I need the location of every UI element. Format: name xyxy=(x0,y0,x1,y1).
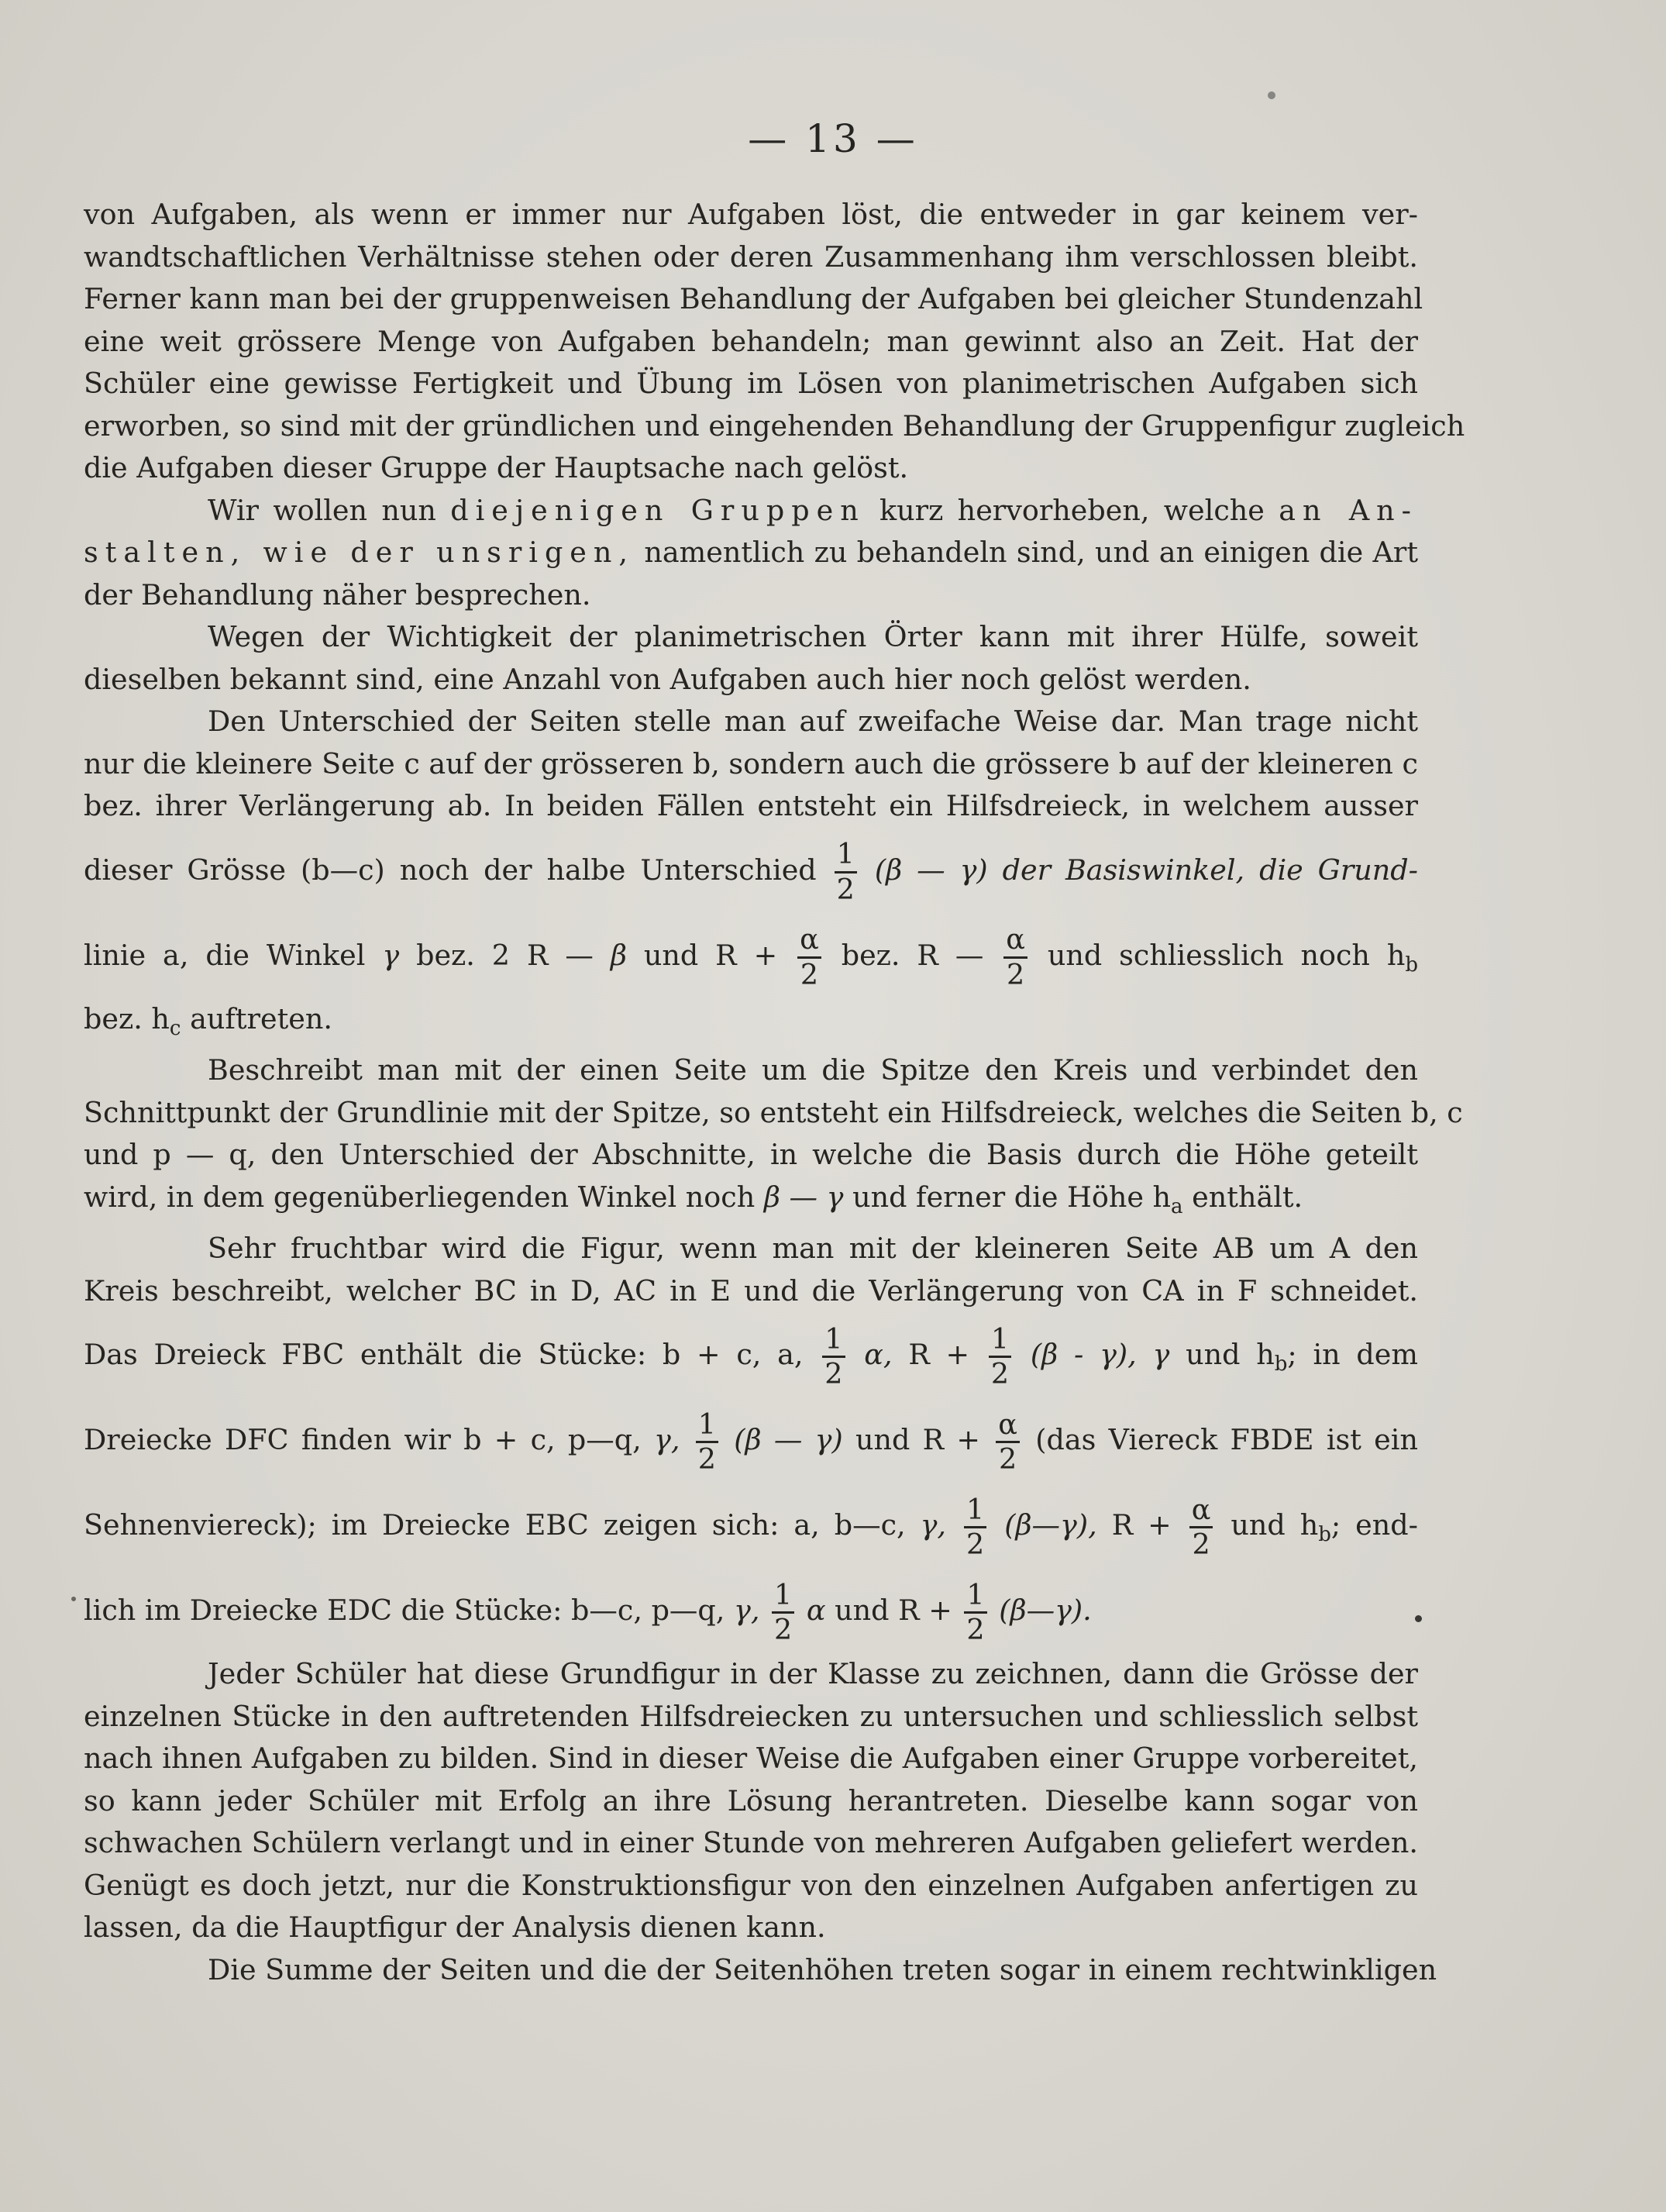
text-line: und p — q, den Unterschied der Abschnitte, in welche die Basis durch die Höhe geteilt xyxy=(84,1138,1418,1171)
fraction: $\frac{1}{2}$ xyxy=(989,1325,1011,1390)
fraction: $\frac{\alpha}{2}$ xyxy=(1189,1495,1213,1560)
text-line: lassen, da die Hauptfigur der Analysis dienen kann. xyxy=(84,1911,826,1944)
ink-speck xyxy=(71,1597,76,1601)
text-line: Kreis beschreibt, welcher BC in D, AC in E und die Verlängerung von CA in F schneidet. xyxy=(84,1273,1418,1308)
text-line: eine weit grössere Menge von Aufgaben behandeln; man gewinnt also an Zeit. Hat der xyxy=(84,324,1418,358)
text-line: Wegen der Wichtigkeit der planimetrischen Örter kann mit ihrer Hülfe, soweit xyxy=(208,620,1418,653)
fraction: $\frac{\alpha}{2}$ xyxy=(1003,925,1027,990)
text-run: und schliesslich noch $h_b$ xyxy=(1047,938,1419,977)
spaced-emphasis: diejenigen Gruppen xyxy=(450,493,866,527)
spaced-emphasis: stalten, wie der unsrigen, xyxy=(84,536,635,569)
fraction: $\frac{1}{2}$ xyxy=(696,1410,718,1475)
formula-line: lich im Dreiecke EDC die Stücke: b—c, p—q, γ, $\frac{1}{2}$ α und R + $\frac{1}{2}$ (β—γ). xyxy=(84,1577,1092,1646)
text-line: nach ihnen Aufgaben zu bilden. Sind in dieser Weise die Aufgaben einer Gruppe vorbereitet, xyxy=(84,1742,1418,1775)
math-symbol: β xyxy=(610,938,627,972)
paragraph-5 xyxy=(84,1049,1463,1228)
text-run: dieser Grösse (b—c) noch der halbe Unterschied xyxy=(84,853,817,887)
text-run: Wir wollen nun xyxy=(208,493,436,527)
fraction: $\frac{1}{2}$ xyxy=(822,1325,845,1390)
text-line: erworben, so sind mit der gründlichen und eingehenden Behandlung der Gruppenfigur zugleich xyxy=(84,408,1465,443)
fraction: $\frac{1}{2}$ xyxy=(964,1580,986,1645)
text-line: die Aufgaben dieser Gruppe der Hauptsache nach gelöst. xyxy=(84,451,909,484)
text-line: Genügt es doch jetzt, nur die Konstruktionsfigur von den einzelnen Aufgaben anfertigen zu xyxy=(84,1868,1418,1902)
text-line: Die Summe der Seiten und die der Seitenhöhen treten sogar in einem rechtwinkligen xyxy=(208,1952,1437,1986)
text-line: der Behandlung näher besprechen. xyxy=(84,577,591,612)
formula-line xyxy=(84,828,1418,913)
text-line xyxy=(84,490,1418,532)
paragraph-8 xyxy=(84,1949,1437,1992)
text-line: so kann jeder Schüler mit Erfolg an ihre Lösung herantreten. Dieselbe kann sogar von xyxy=(84,1783,1418,1817)
paragraph-1 xyxy=(84,194,1465,490)
paragraph-7 xyxy=(84,1653,1418,1949)
text-line: Jeder Schüler hat diese Grundfigur in der Klasse zu zeichnen, dann die Grösse der xyxy=(208,1657,1418,1690)
text-line: wandtschaftlichen Verhältnisse stehen oder deren Zusammenhang ihm verschlossen bleibt. xyxy=(84,239,1418,274)
formula-line: Dreiecke DFC finden wir b + c, p—q, γ, $\frac{1}{2}$ (β — γ) und R + $\frac{\alpha}{2}$ (das Viereck FBDE ist ein xyxy=(84,1407,1418,1476)
formula-line xyxy=(84,913,1418,998)
body-text xyxy=(84,194,1465,1991)
ink-speck xyxy=(1268,91,1275,99)
paragraph-3 xyxy=(84,616,1418,701)
fraction: $\frac{\alpha}{2}$ xyxy=(797,925,821,990)
formula-line: Sehnenviereck); im Dreiecke EBC zeigen sich: a, b—c, γ, $\frac{1}{2}$ (β—γ), R + $\frac{\alpha}{2}$ und $h_b$; end- xyxy=(84,1492,1418,1561)
text-line: Beschreibt man mit der einen Seite um die Spitze den Kreis und verbindet den xyxy=(208,1053,1418,1087)
text-run: linie a, die Winkel xyxy=(84,938,366,972)
text-run: namentlich zu behandeln sind, und an einigen die Art xyxy=(644,536,1418,569)
text-line: bez. $h_c$ auftreten. xyxy=(84,1001,332,1040)
paragraph-4 xyxy=(84,701,1418,1049)
math-run: (β — γ) der Basiswinkel, die Grund- xyxy=(874,853,1418,887)
text-line: wird, in dem gegenüberliegenden Winkel noch β — γ und ferner die Höhe $h_a$ enthält. xyxy=(84,1180,1303,1218)
fraction: $\frac{1}{2}$ xyxy=(964,1495,986,1560)
text-line: bez. ihrer Verlängerung ab. In beiden Fällen entsteht ein Hilfsdreieck, in welchem ausser xyxy=(84,789,1418,822)
text-line: von Aufgaben, als wenn er immer nur Aufgaben löst, die entweder in gar keinem ver- xyxy=(84,198,1418,231)
text-line: nur die kleinere Seite c auf der grösseren b, sondern auch die grössere b auf der kleineren c xyxy=(84,746,1418,780)
text-line xyxy=(84,532,1418,574)
math-symbol: γ xyxy=(382,938,400,972)
paragraph-2 xyxy=(84,490,1418,617)
text-run: und R + xyxy=(643,938,778,972)
spaced-emphasis: an An- xyxy=(1279,493,1419,527)
formula-line: Das Dreieck FBC enthält die Stücke: b + c, a, $\frac{1}{2}$ α, R + $\frac{1}{2}$ (β - γ), γ und $h_b$; in dem xyxy=(84,1321,1418,1390)
text-line: Den Unterschied der Seiten stelle man auf zweifache Weise dar. Man trage nicht xyxy=(208,705,1418,738)
text-line: Sehr fruchtbar wird die Figur, wenn man mit der kleineren Seite AB um A den xyxy=(208,1232,1418,1265)
text-line: Schüler eine gewisse Fertigkeit und Übung im Lösen von planimetrischen Aufgaben sich xyxy=(84,367,1418,400)
fraction: $\frac{1}{2}$ xyxy=(835,839,857,904)
text-run: bez. 2 R — xyxy=(416,938,594,972)
text-line: Schnittpunkt der Grundlinie mit der Spitze, so entsteht ein Hilfsdreieck, welches die Seiten b, c xyxy=(84,1095,1463,1129)
fraction: $\frac{\alpha}{2}$ xyxy=(996,1410,1020,1475)
paragraph-6 xyxy=(84,1228,1418,1653)
text-line: dieselben bekannt sind, eine Anzahl von Aufgaben auch hier noch gelöst werden. xyxy=(84,662,1251,696)
ink-speck xyxy=(1415,1615,1422,1622)
page-number: — 13 — xyxy=(748,116,918,161)
text-run: bez. R — xyxy=(841,938,984,972)
text-line: schwachen Schülern verlangt und in einer Stunde von mehreren Aufgaben geliefert werden. xyxy=(84,1826,1418,1859)
text-run: kurz hervorheben, welche xyxy=(879,493,1265,527)
fraction: $\frac{1}{2}$ xyxy=(772,1580,794,1645)
text-line: einzelnen Stücke in den auftretenden Hilfsdreiecken zu untersuchen und schliesslich selbst xyxy=(84,1699,1418,1733)
text-line: Ferner kann man bei der gruppenweisen Behandlung der Aufgaben bei gleicher Stundenzahl xyxy=(84,282,1423,315)
